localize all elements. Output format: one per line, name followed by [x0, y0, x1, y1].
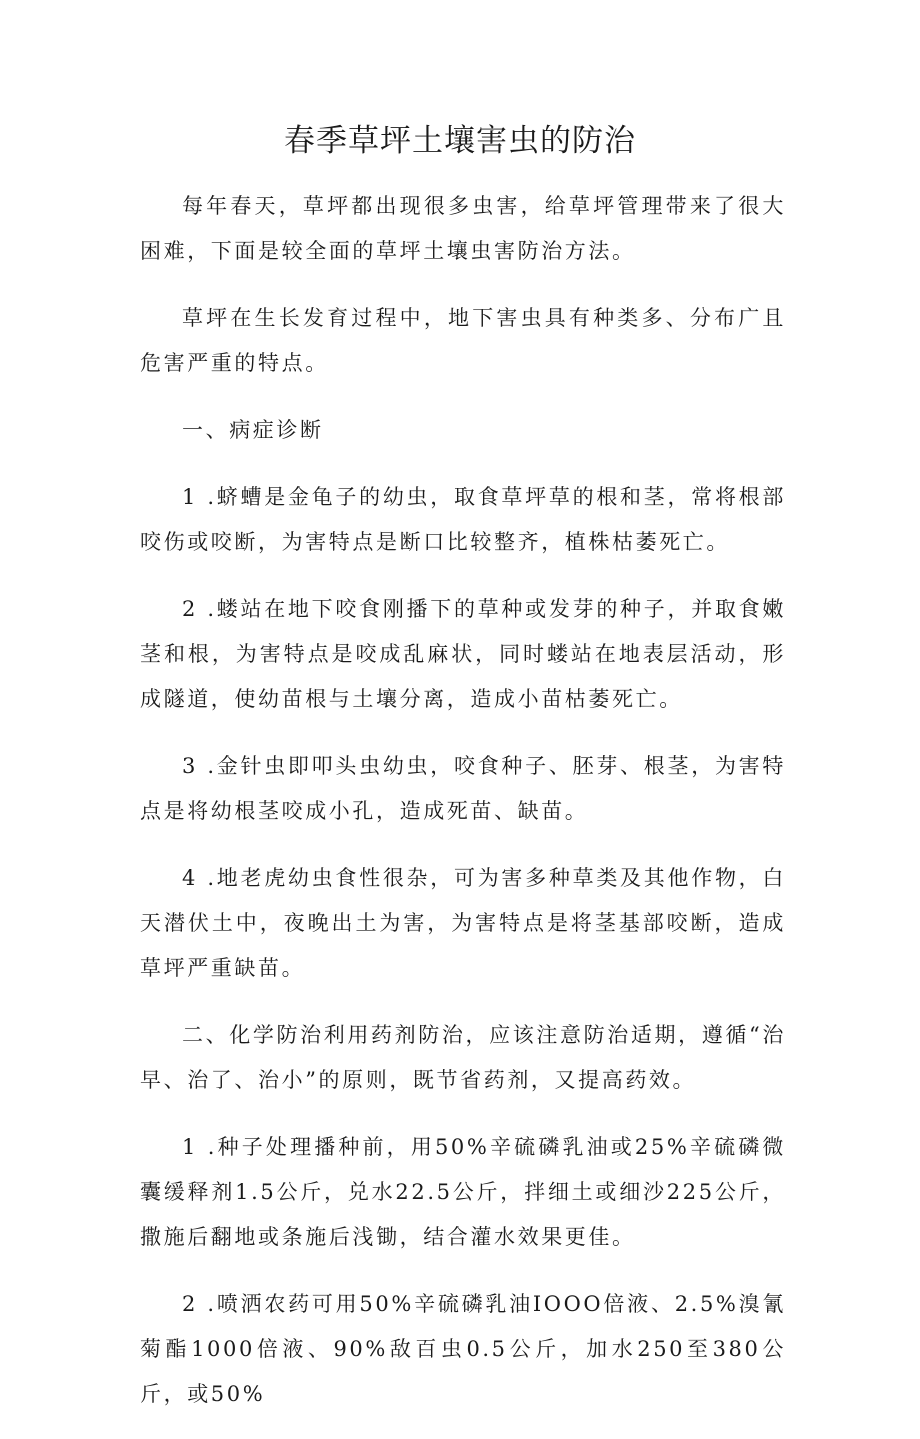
- paragraph-item-wireworm: 3 .金针虫即叩头虫幼虫，咬食种子、胚芽、根茎，为害特点是将幼根茎咬成小孔，造成死苗、缺苗。: [140, 754, 786, 823]
- paragraph-overview: 草坪在生长发育过程中，地下害虫具有种类多、分布广且危害严重的特点。: [140, 306, 786, 375]
- paragraph-item-cutworm: 4 .地老虎幼虫食性很杂，可为害多种草类及其他作物，白天潜伏土中，夜晚出土为害，为害特点是将茎基部咬断，造成草坪严重缺苗。: [140, 866, 786, 980]
- paragraph-intro: 每年春天，草坪都出现很多虫害，给草坪管理带来了很大困难，下面是较全面的草坪土壤虫害防治方法。: [140, 194, 786, 263]
- section-heading-diagnosis: 一、病症诊断: [182, 418, 324, 442]
- paragraph-item-grub: 1 .蛴螬是金龟子的幼虫，取食草坪草的根和茎，常将根部咬伤或咬断，为害特点是断口比较整齐，植株枯萎死亡。: [140, 485, 786, 554]
- paragraph-item-seed-treatment: 1 .种子处理播种前，用50%辛硫磷乳油或25%辛硫磷微囊缓释剂1.5公斤，兑水22.5公斤，拌细土或细沙225公斤，撒施后翻地或条施后浅锄，结合灌水效果更佳。: [140, 1135, 786, 1249]
- section-heading-chemical-control: 二、化学防治利用药剂防治，应该注意防治适期，遵循“治早、治了、治小”的原则，既节省药剂，又提高药效。: [140, 1023, 786, 1092]
- paragraph-item-mole-cricket: 2 .蝼站在地下咬食刚播下的草种或发芽的种子，并取食嫩茎和根，为害特点是咬成乱麻状，同时蝼站在地表层活动，形成隧道，使幼苗根与土壤分离，造成小苗枯萎死亡。: [140, 597, 786, 711]
- document-body: [140, 184, 786, 1439]
- paragraph-item-spraying: 2 .喷洒农药可用50%辛硫磷乳油IOOO倍液、2.5%溴氰菊酯1000倍液、90%敌百虫0.5公斤，加水250至380公斤，或50%: [140, 1292, 786, 1406]
- document-title: 春季草坪土壤害虫的防治: [284, 123, 636, 159]
